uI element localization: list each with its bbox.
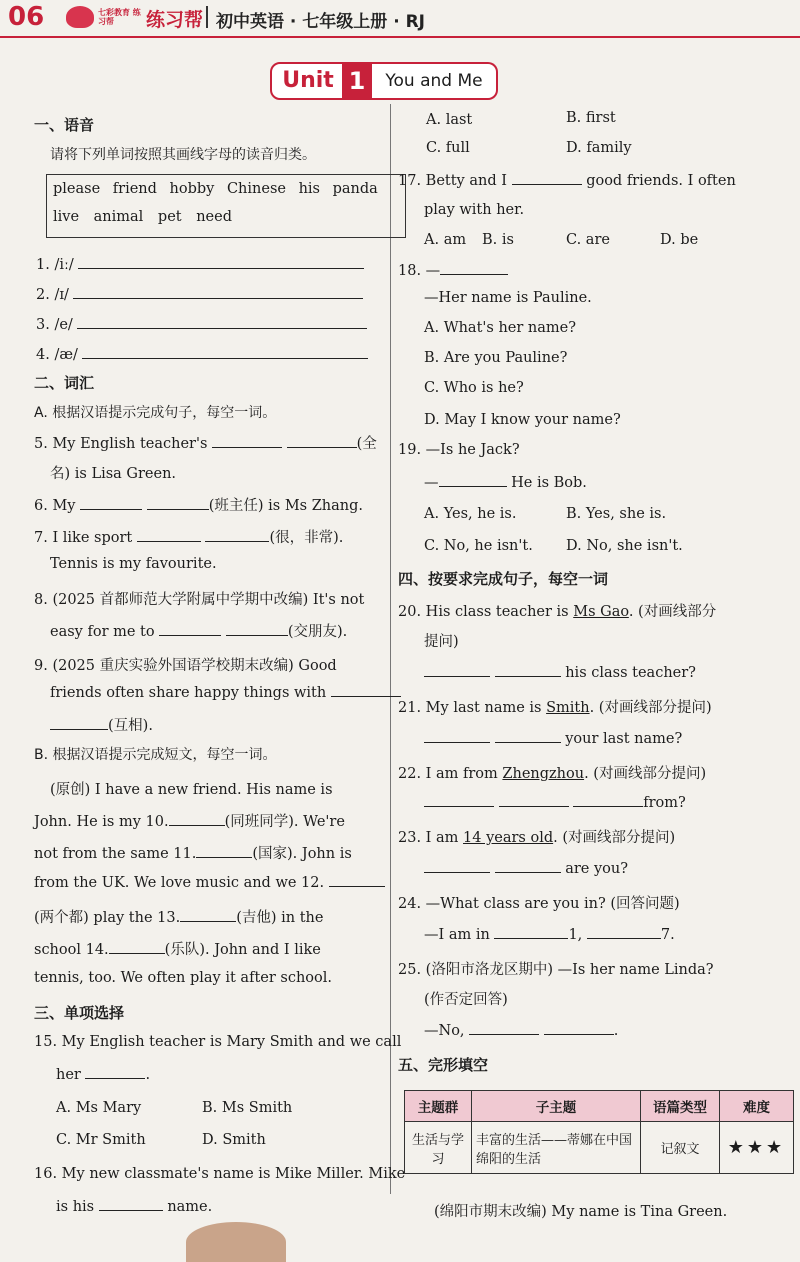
hint-text: . (对画线部分提问) [553,830,676,846]
phonetic-label: 3. /e/ [36,317,73,333]
question-text: — [424,475,439,491]
hint-text: . (对画线部分 [628,604,717,620]
passage-text: (两个都) play the 13. [34,910,181,926]
answer-blank[interactable] [512,172,582,185]
question-text: —No, [424,1023,465,1039]
instruction: B. 根据汉语提示完成短文，每空一词。 [34,747,277,763]
question-text: —I am in [424,927,490,943]
hint-text: (班主任) is Ms Zhang. [208,498,363,514]
question-24: 24. —What class are you in? (回答问题) [398,896,680,912]
question-22-answer [424,794,686,811]
hint-text: (乐队). John and I like [164,942,321,958]
answer-blank[interactable] [73,286,363,299]
hint-text: (吉他) in the [236,910,324,926]
page-header [0,0,800,38]
answer-blank[interactable] [212,435,282,448]
question-7-cont: Tennis is my favourite. [50,556,217,572]
publisher-logo-icon [66,6,94,28]
question-text: friends often share happy things with [50,685,327,701]
answer-blank[interactable] [331,684,401,697]
question-text: from? [643,795,686,811]
word-box [46,174,406,238]
answer-blank[interactable] [169,813,225,826]
phonetic-line [36,316,367,333]
question-text: name. [167,1199,213,1215]
book-subtitle: 初中英语 · 七年级上册 · RJ [216,12,426,32]
question-21-answer [424,730,682,747]
question-text: 1, [568,927,583,943]
question-text: 20. His class teacher is [398,604,569,620]
question-25-answer [424,1022,618,1039]
answer-blank[interactable] [495,730,561,743]
answer-blank[interactable] [99,1198,163,1211]
option-b[interactable]: B. first [566,110,616,126]
question-18 [398,262,508,279]
phonetic-label: 2. /ɪ/ [36,287,69,303]
question-text: good friends. I often [586,173,736,189]
answer-blank[interactable] [424,794,494,807]
option-d[interactable]: D. Smith [202,1132,266,1148]
question-text: his class teacher? [565,665,696,681]
question-15: 15. My English teacher is Mary Smith and we call [34,1034,402,1050]
question-text: is his [56,1199,95,1215]
phonetic-line [36,256,364,273]
answer-blank[interactable] [85,1066,145,1079]
page-number: 06 [8,2,45,32]
answer-blank[interactable] [499,794,569,807]
passage-text: not from the same 11. [34,846,197,862]
option-c[interactable]: C. Who is he? [424,380,524,396]
phonetic-label: 1. /iː/ [36,257,74,273]
answer-blank[interactable] [196,845,252,858]
option-a[interactable]: A. last [426,112,473,128]
answer-blank[interactable] [147,497,209,510]
question-text: 5. My English teacher's [34,436,208,452]
hint-text: . (对画线部分提问) [589,700,712,716]
question-text: 22. I am from [398,766,498,782]
answer-blank[interactable] [424,730,490,743]
question-23 [398,826,675,847]
table-cell: 生活与学习 [405,1122,472,1174]
question-text: . [613,1023,619,1039]
underlined-part: 14 years old [463,830,554,846]
table-header: 语篇类型 [641,1091,720,1122]
question-25: 25. (洛阳市洛龙区期中) —Is her name Linda? [398,962,714,978]
thumb-shadow [186,1222,286,1262]
passage-text: from the UK. We love music and we 12. [34,875,325,891]
question-22 [398,762,706,783]
question-text: . [145,1067,151,1083]
passage-line [34,906,323,927]
header-divider [206,6,208,28]
passage-line: tennis, too. We often play it after school. [34,970,333,986]
column-divider [390,104,391,1194]
instruction: A. 根据汉语提示完成句子，每空一词。 [34,405,277,421]
question-9: 9. (2025 重庆实验外国语学校期末改编) Good [34,658,337,674]
answer-blank[interactable] [573,794,643,807]
section-title: 一、语音 [34,116,95,134]
option-d[interactable]: D. May I know your name? [424,412,621,428]
answer-blank[interactable] [80,497,142,510]
passage-line [34,842,352,863]
answer-blank[interactable] [109,941,165,954]
question-18-cont: —Her name is Pauline. [424,290,592,306]
option-b[interactable]: B. Yes, she is. [566,506,667,522]
hint-text: . (对画线部分提问) [584,766,707,782]
question-text: 21. My last name is [398,700,542,716]
phonetic-label: 4. /æ/ [36,347,78,363]
passage-intro: (绵阳市期末改编) My name is Tina Green. [434,1204,728,1220]
question-9-cont [50,714,153,735]
hint-text: (国家). John is [252,846,352,862]
answer-blank[interactable] [544,1022,614,1035]
question-text: are you? [565,861,629,877]
question-text: her [56,1067,81,1083]
underlined-part: Ms Gao [573,604,629,620]
question-6 [34,494,363,515]
option-a[interactable]: A. am [424,232,467,248]
hint-text: (同班同学). We're [224,814,345,830]
section-title: 四、按要求完成句子，每空一词 [398,570,609,588]
answer-blank[interactable] [180,909,236,922]
option-c[interactable]: C. No, he isn't. [424,538,533,554]
question-text: 18. — [398,263,441,279]
answer-blank[interactable] [77,316,367,329]
answer-blank[interactable] [495,860,561,873]
answer-blank[interactable] [329,874,385,887]
word-list: please friend hobby Chinese his panda [53,181,378,197]
question-text: your last name? [565,731,683,747]
question-text: 17. Betty and I [398,173,507,189]
difficulty-stars: ★★★ [720,1122,794,1174]
table-header: 难度 [720,1091,794,1122]
phonetic-line [36,286,363,303]
answer-blank[interactable] [424,664,490,677]
question-25-cont: (作否定回答) [424,992,508,1008]
question-20-cont: 提问) [424,634,459,650]
question-17 [398,172,736,189]
table-cell: 记叙文 [641,1122,720,1174]
answer-blank[interactable] [50,717,108,730]
question-text: easy for me to [50,624,155,640]
question-19: 19. —Is he Jack? [398,442,520,458]
passage-info-table [404,1090,794,1174]
passage-line [34,810,345,831]
answer-blank[interactable] [439,474,507,487]
unit-word: Unit [270,62,346,100]
question-8: 8. (2025 首都师范大学附属中学期中改编) It's not [34,592,365,608]
question-text: He is Bob. [511,475,587,491]
question-20-answer [424,664,696,681]
underlined-part: Smith [546,700,590,716]
word-list: live animal pet need [53,209,233,225]
passage-text: John. He is my 10. [34,814,169,830]
question-8-cont [50,620,347,641]
passage-line [34,874,385,891]
question-20 [398,600,716,621]
question-21 [398,696,712,717]
passage-text: school 14. [34,942,109,958]
answer-blank[interactable] [226,623,288,636]
option-a[interactable]: A. Ms Mary [56,1100,142,1116]
option-b[interactable]: B. Are you Pauline? [424,350,568,366]
question-7 [34,526,343,547]
answer-blank[interactable] [587,926,661,939]
unit-title: You and Me [372,62,498,100]
hint-text: (很，非常). [269,530,344,546]
passage-line: (原创) I have a new friend. His name is [50,782,333,798]
answer-blank[interactable] [82,346,368,359]
option-d[interactable]: D. be [660,232,699,248]
question-19-cont [424,474,587,491]
answer-blank[interactable] [440,262,508,275]
question-9-cont [50,684,401,701]
answer-blank[interactable] [495,664,561,677]
question-text: 23. I am [398,830,459,846]
phonetic-line [36,346,368,363]
option-d[interactable]: D. family [566,140,632,156]
hint-text: (互相). [108,718,153,734]
question-16-cont [56,1198,212,1215]
answer-blank[interactable] [424,860,490,873]
option-a[interactable]: A. Yes, he is. [424,506,517,522]
answer-blank[interactable] [205,529,269,542]
option-a[interactable]: A. What's her name? [424,320,576,336]
unit-banner [270,62,502,98]
question-16: 16. My new classmate's name is Mike Miller. Mike [34,1166,406,1182]
option-d[interactable]: D. No, she isn't. [566,538,683,554]
question-24-answer [424,926,675,943]
underlined-part: Zhengzhou [502,766,585,782]
question-text: 6. My [34,498,76,514]
section-title: 三、单项选择 [34,1004,125,1022]
table-header: 子主题 [472,1091,641,1122]
question-5 [34,432,377,453]
answer-blank[interactable] [159,623,221,636]
table-cell: 丰富的生活——蒂娜在中国绵阳的生活 [472,1122,641,1174]
answer-blank[interactable] [137,529,201,542]
hint-text: (全 [356,436,377,452]
section-title: 二、词汇 [34,374,95,392]
option-b[interactable]: B. is [482,232,514,248]
option-c[interactable]: C. full [426,140,470,156]
question-5-cont: 名) is Lisa Green. [50,466,177,482]
question-text: 7. [660,927,675,943]
option-c[interactable]: C. Mr Smith [56,1132,146,1148]
answer-blank[interactable] [287,435,357,448]
option-b[interactable]: B. Ms Smith [202,1100,293,1116]
question-17-cont: play with her. [424,202,525,218]
answer-blank[interactable] [494,926,568,939]
answer-blank[interactable] [78,256,364,269]
table-header: 主题群 [405,1091,472,1122]
option-c[interactable]: C. are [566,232,610,248]
question-15-cont [56,1066,150,1083]
answer-blank[interactable] [469,1022,539,1035]
brand-name: 练习帮 [146,9,204,31]
logo-text: 七彩教育 练习帮 [98,8,141,26]
unit-number: 1 [342,62,372,100]
question-23-answer [424,860,628,877]
hint-text: (交朋友). [287,624,348,640]
section-title: 五、完形填空 [398,1056,489,1074]
passage-line [34,938,321,959]
instruction: 请将下列单词按照其画线字母的读音归类。 [50,147,316,163]
question-text: 7. I like sport [34,530,133,546]
